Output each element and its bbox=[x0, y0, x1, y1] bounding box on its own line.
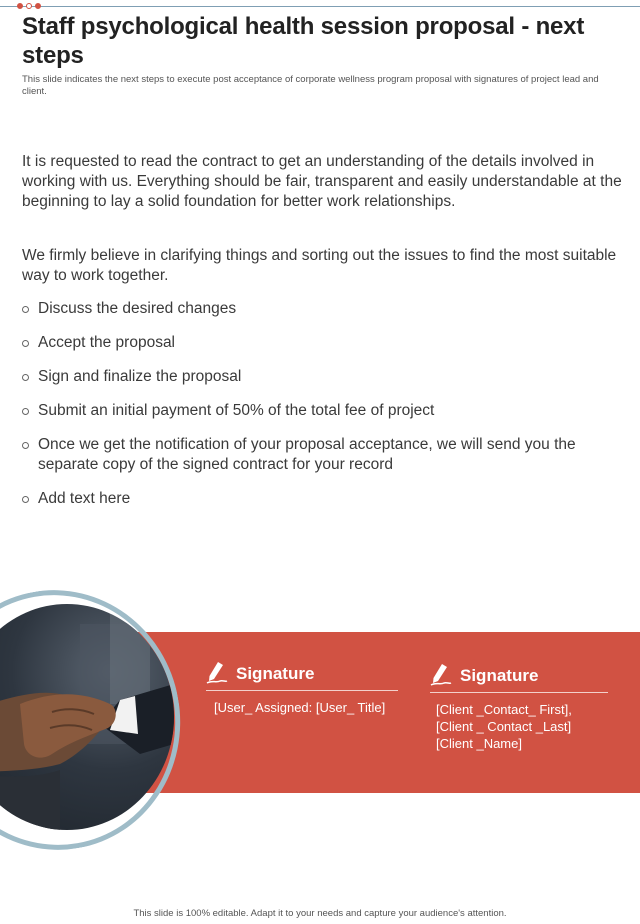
handshake-photo bbox=[0, 604, 174, 830]
signature-title: Signature bbox=[236, 664, 315, 683]
decorative-dots bbox=[17, 3, 41, 9]
list-item-text: Sign and finalize the proposal bbox=[38, 368, 242, 385]
circle-bullet-icon bbox=[22, 374, 29, 381]
intro-paragraph-1: It is requested to read the contract to get an understanding of the details involved in working with us. Everything should be fair, transparent and easily understandable at the beginning to lay a solid foundation for better work relationships. bbox=[22, 153, 622, 210]
next-steps-list bbox=[22, 299, 627, 523]
circle-bullet-icon bbox=[22, 340, 29, 347]
dot-icon bbox=[35, 3, 41, 9]
signature-title: Signature bbox=[460, 666, 539, 685]
list-item bbox=[22, 435, 627, 475]
list-item-text: Add text here bbox=[38, 490, 131, 507]
client-name: [Client _Name] bbox=[436, 736, 522, 751]
footer-note: This slide is 100% editable. Adapt it to your needs and capture your audience's attention. bbox=[133, 908, 507, 919]
list-item bbox=[22, 367, 627, 387]
pen-signature-icon bbox=[430, 662, 452, 686]
page-title: Staff psychological health session proposal - next steps bbox=[22, 13, 585, 69]
list-item-text: Accept the proposal bbox=[38, 334, 176, 351]
client-last-name: [Client _ Contact _Last] bbox=[436, 719, 572, 734]
signature-line bbox=[430, 692, 608, 693]
client-first-name: [Client _Contact_ First], bbox=[436, 702, 572, 717]
list-item bbox=[22, 299, 627, 319]
list-item bbox=[22, 401, 627, 421]
top-rule bbox=[0, 6, 640, 7]
pen-signature-icon bbox=[206, 660, 228, 684]
handshake-illustration bbox=[0, 604, 174, 830]
intro-paragraph-2: We firmly believe in clarifying things and sorting out the issues to find the most suitable way to work together. bbox=[22, 247, 617, 284]
dot-icon bbox=[17, 3, 23, 9]
signature-user-text: [User_ Assigned: [User_ Title] bbox=[214, 700, 386, 715]
circle-bullet-icon bbox=[22, 408, 29, 415]
circle-bullet-icon bbox=[22, 442, 29, 449]
dot-icon bbox=[26, 3, 32, 9]
signature-line bbox=[206, 690, 398, 691]
list-item-text: Discuss the desired changes bbox=[38, 300, 237, 317]
circle-bullet-icon bbox=[22, 306, 29, 313]
signature-client-text bbox=[430, 701, 608, 752]
circle-bullet-icon bbox=[22, 496, 29, 503]
signature-block-user bbox=[206, 660, 398, 716]
list-item-text: Submit an initial payment of 50% of the total fee of project bbox=[38, 402, 435, 419]
signature-block-client bbox=[430, 662, 608, 752]
page-subtitle: This slide indicates the next steps to execute post acceptance of corporate wellness program proposal with signatures of project lead and client. bbox=[22, 74, 599, 97]
list-item-text: Once we get the notification of your proposal acceptance, we will send you the separate copy of the signed contract for your record bbox=[38, 436, 576, 473]
list-item bbox=[22, 333, 627, 353]
list-item bbox=[22, 489, 627, 509]
